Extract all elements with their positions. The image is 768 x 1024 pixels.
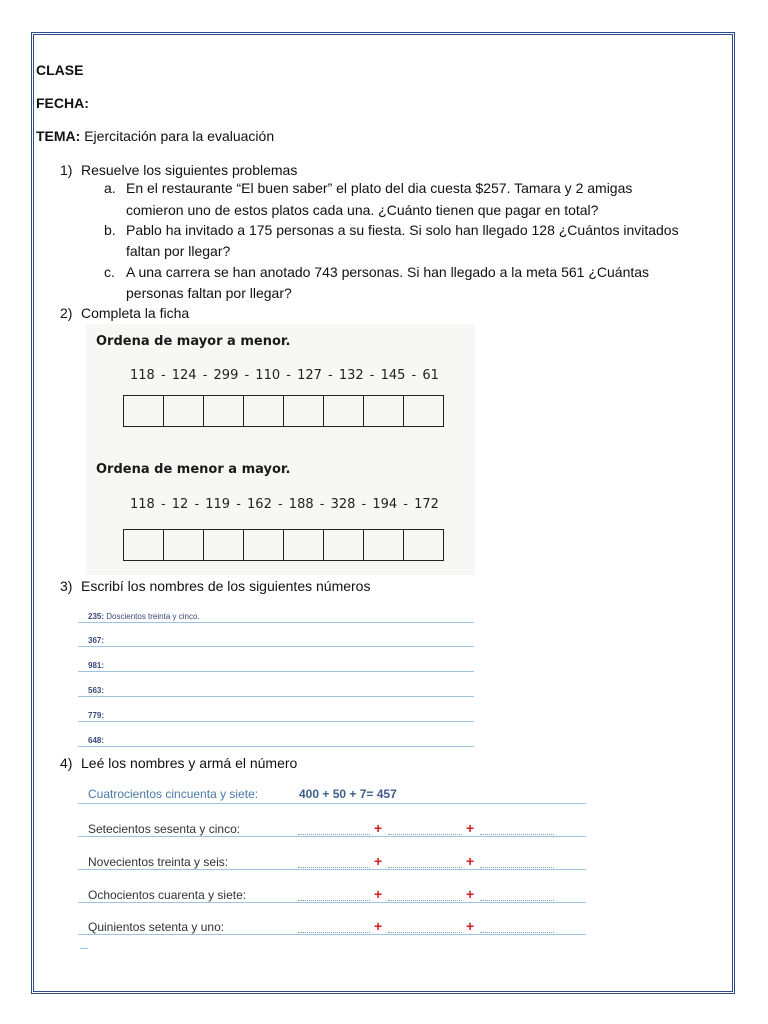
q4-example-answer: 400 + 50 + 7= 457 bbox=[299, 787, 397, 801]
answer-blank[interactable] bbox=[480, 900, 554, 901]
block1-answer-boxes bbox=[123, 395, 444, 427]
answer-blank[interactable] bbox=[298, 900, 370, 901]
writing-line[interactable] bbox=[78, 721, 474, 722]
q4-row-847: Ochocientos cuarenta y siete: bbox=[88, 888, 247, 902]
q3-row-235 bbox=[88, 612, 200, 621]
plus-sign: + bbox=[374, 853, 383, 869]
plus-sign: + bbox=[374, 886, 383, 902]
writing-line[interactable] bbox=[78, 696, 474, 697]
q4-example-text: Cuatrocientos cincuenta y siete: bbox=[88, 787, 259, 801]
answer-box[interactable] bbox=[364, 396, 404, 426]
tema-label: TEMA: bbox=[36, 128, 81, 144]
q3-row-number: 235: bbox=[88, 612, 105, 621]
q1-item-b-line2: faltan por llegar? bbox=[126, 243, 231, 259]
plus-sign: + bbox=[466, 853, 475, 869]
q1-item-a-line2: comieron uno de estos platos cada una. ¿Cuánto tienen que pagar en total? bbox=[126, 202, 599, 218]
q3-row-367: 367: bbox=[88, 636, 105, 645]
answer-box[interactable] bbox=[124, 530, 164, 560]
answer-blank[interactable] bbox=[388, 900, 462, 901]
q3-row-648: 648: bbox=[88, 736, 105, 745]
clase-label: CLASE bbox=[36, 62, 84, 78]
q3-number: 3) bbox=[60, 578, 73, 594]
fecha-label: FECHA: bbox=[36, 95, 89, 111]
answer-box[interactable] bbox=[124, 396, 164, 426]
answer-box[interactable] bbox=[284, 530, 324, 560]
answer-box[interactable] bbox=[324, 530, 364, 560]
answer-box[interactable] bbox=[204, 396, 244, 426]
answer-blank[interactable] bbox=[388, 867, 462, 868]
q3-row-779: 779: bbox=[88, 711, 105, 720]
answer-box[interactable] bbox=[244, 396, 284, 426]
writing-line[interactable] bbox=[78, 746, 474, 747]
q1-item-c-line1: A una carrera se han anotado 743 personas. Si han llegado a la meta 561 ¿Cuántas bbox=[126, 264, 650, 280]
writing-line bbox=[78, 902, 586, 903]
block1-numbers: 118 - 124 - 299 - 110 - 127 - 132 - 145 - 61 bbox=[130, 368, 439, 383]
q1-item-a-line1: En el restaurante “El buen saber” el plato del dia cuesta $257. Tamara y 2 amigas bbox=[126, 180, 633, 196]
block1-title: Ordena de mayor a menor. bbox=[96, 334, 291, 349]
answer-box[interactable] bbox=[324, 396, 364, 426]
q1-item-b-letter: b. bbox=[104, 222, 116, 238]
q4-row-765: Setecientos sesenta y cinco: bbox=[88, 822, 241, 836]
q1-number: 1) bbox=[60, 162, 73, 178]
writing-line[interactable] bbox=[78, 646, 474, 647]
q1-item-a-letter: a. bbox=[104, 180, 116, 196]
q1-title: Resuelve los siguientes problemas bbox=[81, 162, 298, 178]
answer-blank[interactable] bbox=[298, 834, 370, 835]
writing-line bbox=[78, 934, 586, 935]
answer-blank[interactable] bbox=[388, 834, 462, 835]
q2-title: Completa la ficha bbox=[81, 305, 190, 321]
answer-box[interactable] bbox=[284, 396, 324, 426]
q4-title: Leé los nombres y armá el número bbox=[81, 755, 298, 771]
answer-blank[interactable] bbox=[298, 867, 370, 868]
q3-row-answer: Doscientos treinta y cinco. bbox=[104, 612, 200, 621]
q3-row-563: 563: bbox=[88, 686, 105, 695]
tema-line bbox=[36, 128, 274, 145]
writing-line[interactable] bbox=[78, 671, 474, 672]
answer-blank[interactable] bbox=[480, 932, 554, 933]
q3-title: Escribí los nombres de los siguientes números bbox=[81, 578, 371, 594]
answer-box[interactable] bbox=[404, 530, 443, 560]
answer-blank[interactable] bbox=[388, 932, 462, 933]
answer-box[interactable] bbox=[164, 396, 204, 426]
q4-row-571: Quinientos setenta y uno: bbox=[88, 920, 225, 934]
block2-title: Ordena de menor a mayor. bbox=[96, 462, 291, 477]
plus-sign: + bbox=[466, 918, 475, 934]
answer-box[interactable] bbox=[404, 396, 443, 426]
writing-line bbox=[78, 836, 586, 837]
q1-item-c-letter: c. bbox=[104, 264, 115, 280]
q1-item-b-line1: Pablo ha invitado a 175 personas a su fiesta. Si solo han llegado 128 ¿Cuántos invitados bbox=[126, 222, 679, 238]
plus-sign: + bbox=[374, 918, 383, 934]
writing-line bbox=[78, 803, 586, 804]
q4-row-936: Novecientos treinta y seis: bbox=[88, 855, 229, 869]
q1-item-c-line2: personas faltan por llegar? bbox=[126, 285, 292, 301]
answer-blank[interactable] bbox=[480, 834, 554, 835]
plus-sign: + bbox=[374, 820, 383, 836]
q4-number: 4) bbox=[60, 755, 73, 771]
block2-numbers: 118 - 12 - 119 - 162 - 188 - 328 - 194 - 172 bbox=[130, 497, 439, 512]
writing-line[interactable] bbox=[78, 622, 474, 623]
answer-blank[interactable] bbox=[298, 932, 370, 933]
answer-box[interactable] bbox=[204, 530, 244, 560]
q2-number: 2) bbox=[60, 305, 73, 321]
plus-sign: + bbox=[466, 820, 475, 836]
answer-box[interactable] bbox=[164, 530, 204, 560]
writing-line bbox=[78, 869, 586, 870]
answer-blank[interactable] bbox=[480, 867, 554, 868]
plus-sign: + bbox=[466, 886, 475, 902]
tema-value: Ejercitación para la evaluación bbox=[80, 128, 275, 144]
block2-answer-boxes bbox=[123, 529, 444, 561]
line-stub bbox=[80, 948, 88, 949]
answer-box[interactable] bbox=[244, 530, 284, 560]
answer-box[interactable] bbox=[364, 530, 404, 560]
q3-row-981: 981: bbox=[88, 661, 105, 670]
